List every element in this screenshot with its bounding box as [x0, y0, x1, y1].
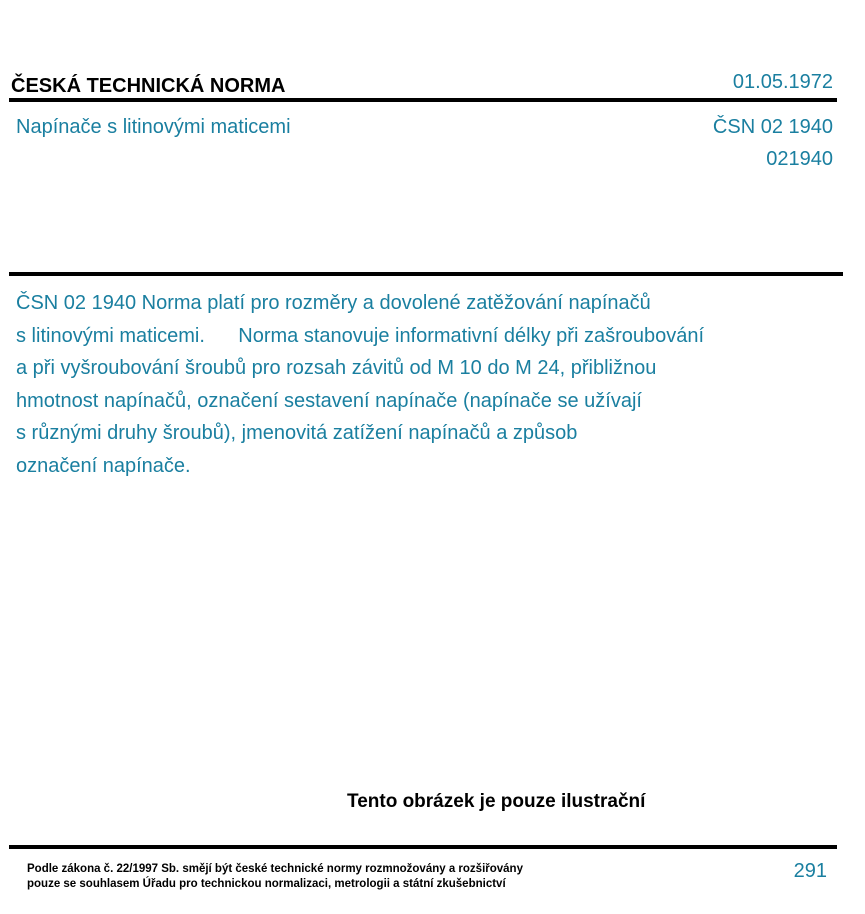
abstract-line: hmotnost napínačů, označení sestavení napínače (napínače se užívají	[16, 389, 642, 412]
abstract-line: a při vyšroubování šroubů pro rozsah závitů od M 10 do M 24, přibližnou	[16, 357, 657, 380]
abstract-line: ČSN 02 1940 Norma platí pro rozměry a dovolené zatěžování napínačů	[16, 292, 651, 314]
header-divider	[9, 98, 837, 102]
abstract-line: označení napínače.	[16, 454, 191, 477]
document-classification: 021940	[766, 148, 833, 170]
document-abstract	[16, 287, 776, 483]
footer-divider	[9, 845, 837, 849]
abstract-line: s různými druhy šroubů), jmenovitá zatížení napínačů a způsob	[16, 422, 578, 445]
illustration-note: Tento obrázek je pouze ilustrační	[347, 791, 646, 812]
page-number: 291	[793, 860, 827, 882]
standard-header-title: ČESKÁ TECHNICKÁ NORMA	[11, 75, 286, 97]
standard-date: 01.05.1972	[732, 71, 833, 93]
section-divider	[9, 272, 843, 276]
legal-line: Podle zákona č. 22/1997 Sb. smějí být české technické normy rozmnožovány a rozšiřovány	[27, 863, 523, 875]
legal-line: pouze se souhlasem Úřadu pro technickou normalizaci, metrologii a státní zkušebnictví	[27, 878, 506, 890]
legal-notice	[27, 862, 523, 892]
abstract-line: s litinovými maticemi. Norma stanovuje informativní délky při zašroubování	[16, 324, 705, 347]
document-number: ČSN 02 1940	[712, 116, 833, 138]
document-title: Napínače s litinovými maticemi	[16, 116, 291, 138]
